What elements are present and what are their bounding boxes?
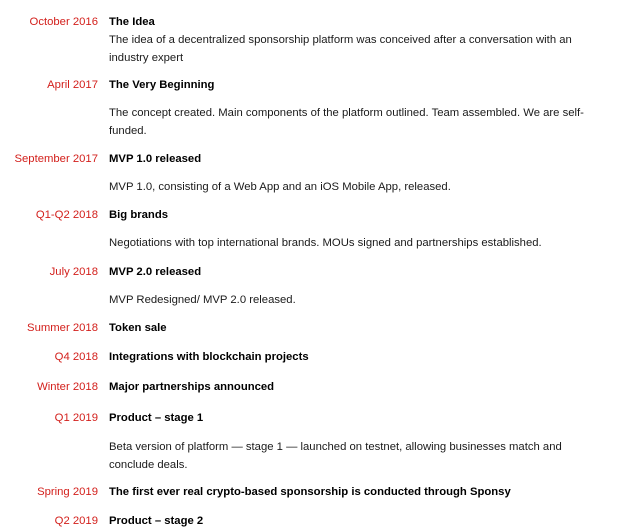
entry-date: Summer 2018: [27, 322, 98, 334]
entry-title: Product – stage 1: [109, 412, 204, 424]
entry-date: Spring 2019: [37, 486, 98, 498]
entry-title: The Very Beginning: [109, 79, 215, 91]
entry-date: October 2016: [29, 16, 98, 28]
entry-date: Q1 2019: [54, 412, 98, 424]
entry-title: MVP 1.0 released: [109, 153, 202, 165]
entry-title: Integrations with blockchain projects: [109, 351, 309, 363]
entry-date: Q1-Q2 2018: [35, 209, 98, 221]
entry-title: Big brands: [109, 209, 168, 221]
entry-description: The concept created. Main components of the platform outlined. Team assembled. We are self-funded.: [109, 107, 584, 137]
entry-title: Major partnerships announced: [109, 381, 275, 393]
entry-date: September 2017: [14, 153, 98, 165]
entry-date: July 2018: [49, 266, 98, 278]
entry-title: The Idea: [109, 16, 155, 28]
entry-description: The idea of a decentralized sponsorship platform was conceived after a conversation with an industry expert: [109, 34, 572, 64]
entry-title: MVP 2.0 released: [109, 266, 202, 278]
entry-title: The first ever real crypto-based sponsorship is conducted through Sponsy: [109, 486, 511, 498]
entry-description: MVP Redesigned/ MVP 2.0 released.: [109, 294, 296, 306]
entry-date: Q4 2018: [54, 351, 98, 363]
entry-description: Negotiations with top international brands. MOUs signed and partnerships established.: [109, 237, 542, 249]
entry-date: April 2017: [47, 79, 98, 91]
entry-title: Token sale: [109, 322, 167, 334]
entry-date: Q2 2019: [54, 515, 98, 527]
entry-date: Winter 2018: [37, 381, 98, 393]
entry-description: MVP 1.0, consisting of a Web App and an iOS Mobile App, released.: [109, 181, 451, 193]
entry-description: Beta version of platform — stage 1 — launched on testnet, allowing businesses match and conclude deals.: [109, 441, 562, 471]
entry-title: Product – stage 2: [109, 515, 204, 527]
